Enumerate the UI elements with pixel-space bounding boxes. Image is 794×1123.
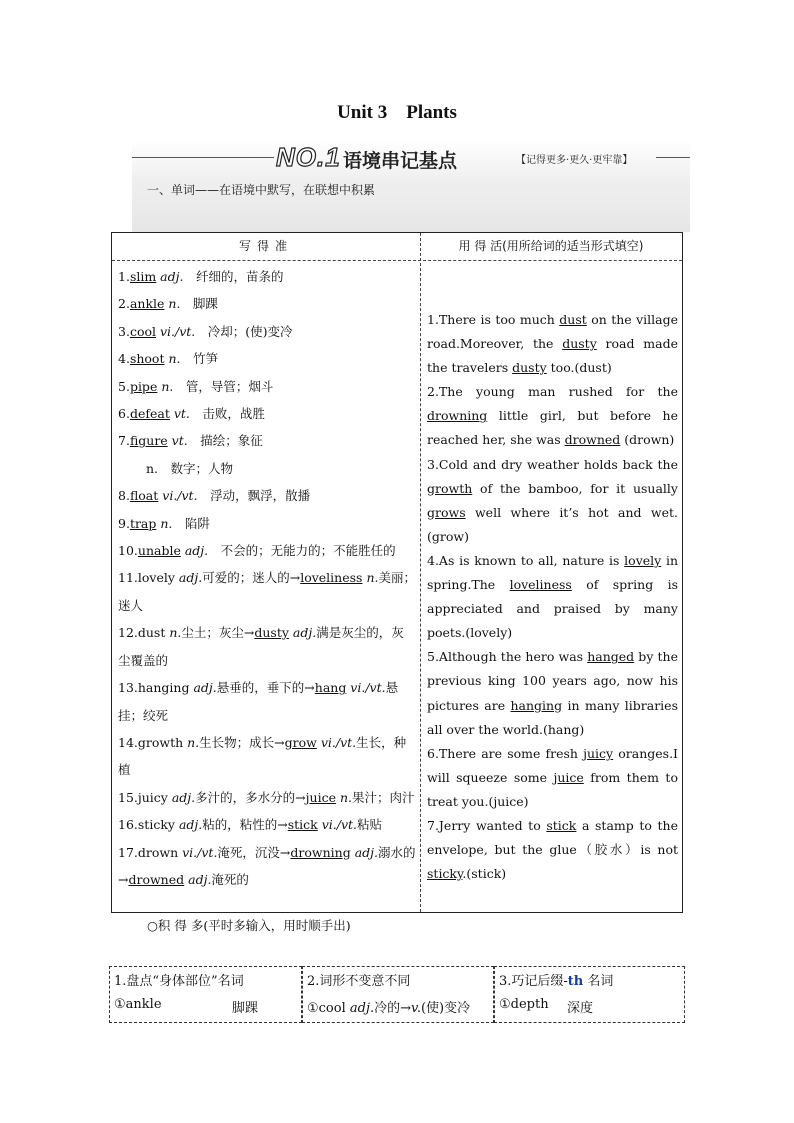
part-of-speech: n. — [362, 570, 379, 586]
tip-boxes — [109, 966, 685, 1023]
definition: 果汁；肉汁 — [351, 789, 415, 805]
tip-box-same-form — [302, 966, 494, 1023]
row-number: 2. — [118, 296, 130, 312]
tip-box-title: 2.词形不变意不同 — [307, 974, 411, 989]
exercise-text: 2.The young man rushed for the — [427, 384, 678, 400]
exercise-list — [427, 308, 678, 886]
exercise-text: .(stick) — [462, 866, 507, 882]
accumulate-note: ○积 得 多(平时多输入，用时顺手出) — [147, 918, 351, 933]
row-number: 9. — [118, 515, 130, 531]
definition: 美丽；迷人 — [118, 570, 416, 613]
exercise-text: oranges.I will squeeze some — [427, 745, 678, 785]
vocab-word: drowned — [128, 871, 185, 887]
part-of-speech: vi./vt. — [346, 680, 386, 696]
definition: 满是灰尘的，灰尘覆盖的 — [118, 625, 404, 668]
vocab-word: hang — [314, 680, 347, 696]
page-title: Unit 3 Plants — [337, 102, 457, 123]
exercise-item — [427, 453, 678, 549]
tip-box-body-parts — [109, 966, 302, 1023]
tip-word-meaning: 冷的→ — [374, 1001, 412, 1016]
definition: 纤细的，苗条的 — [183, 269, 284, 284]
answer-blank: sticky — [427, 866, 463, 882]
section-note: 【记得更多·更久·更牢靠】 — [516, 155, 633, 166]
part-of-speech: vi./vt. — [316, 734, 357, 750]
word-row — [118, 345, 416, 372]
word-family-row — [118, 811, 416, 838]
answer-blank: dust — [559, 312, 587, 327]
answer-blank: lovely — [624, 552, 662, 568]
vocab-word: grow — [284, 734, 317, 750]
exercise-text: 4.As is known to all, nature is — [427, 552, 625, 568]
exercise-text: in many libraries all over the world.(hang) — [427, 697, 678, 737]
definition: 淹死，沉没→ — [217, 844, 291, 860]
definition: 生长，种植 — [118, 734, 407, 778]
base-word: 15.juicy — [118, 789, 172, 805]
exercise-item — [427, 645, 678, 741]
exercise-text: of the bamboo, for it usually — [472, 480, 678, 496]
answer-blank: stick — [546, 817, 577, 833]
base-word: 12.dust — [118, 625, 170, 641]
definition: 粘的，粘性的→ — [202, 817, 288, 833]
part-of-speech: v. — [411, 1001, 421, 1016]
definition: 粘贴 — [357, 817, 383, 833]
tip-box-title: 1.盘点“身体部位”名词 — [114, 974, 244, 989]
definition: 浮动，飘浮，散播 — [197, 488, 311, 504]
part-of-speech: vt. — [169, 406, 190, 422]
exercise-item — [427, 380, 678, 452]
answer-blank: grows — [427, 504, 466, 520]
exercise-text: by the previous king 100 years ago, now his pictures are — [427, 649, 678, 713]
part-of-speech: adj. — [171, 789, 196, 805]
tip-box-suffix-th — [494, 966, 685, 1023]
vocab-word: pipe — [129, 378, 158, 394]
exercise-text: 6.There are some fresh — [427, 745, 584, 761]
answer-blank: drowning — [427, 408, 488, 424]
vocab-word: dusty — [254, 625, 289, 641]
tip-title-part: 名词 — [583, 974, 614, 989]
word-row — [118, 318, 416, 345]
tip-word: ①depth — [499, 997, 549, 1012]
part-of-speech: n. — [157, 378, 174, 394]
part-of-speech: adj. — [350, 844, 378, 860]
row-number: 8. — [118, 488, 130, 504]
definition: 脚踝 — [180, 296, 218, 312]
word-row — [118, 427, 416, 454]
tip-word-meaning: 脚踝 — [232, 1001, 259, 1016]
definition: 淹死的 — [211, 871, 249, 887]
exercise-text: 1.There is too much — [427, 312, 560, 327]
left-header: 写得准 — [238, 239, 293, 253]
vocab-word: stick — [287, 817, 318, 833]
vocab-word: trap — [129, 515, 157, 531]
right-header: 用 得 活(用所给词的适当形式填空) — [458, 239, 644, 253]
section-subtitle: 一、单词——在语境中默写，在联想中积累 — [147, 183, 376, 197]
part-of-speech: vi./vt. — [182, 844, 218, 860]
definition: 描绘；象征 — [187, 433, 263, 449]
banner-rule-left — [132, 157, 274, 158]
suffix-highlight: th — [567, 974, 584, 989]
part-of-speech: adj. — [156, 269, 184, 284]
part-of-speech: adj. — [178, 817, 203, 833]
part-of-speech: adj. — [349, 1001, 375, 1016]
exercise-text: (drown) — [620, 432, 675, 448]
word-family-row — [118, 619, 416, 674]
vocab-word: cool — [129, 323, 156, 339]
word-row — [118, 290, 416, 317]
exercise-text: well where it’s hot and wet.(grow) — [427, 504, 678, 544]
word-row — [118, 482, 416, 509]
word-family-row — [118, 784, 416, 811]
answer-blank: dusty — [562, 336, 597, 352]
exercise-text: in spring.The — [427, 552, 679, 593]
exercise-item — [427, 742, 678, 814]
row-number: 10. — [118, 543, 138, 559]
column-divider — [420, 233, 421, 912]
vocab-word: loveliness — [300, 570, 363, 586]
exercise-text: 3.Cold and dry weather holds back the — [427, 456, 678, 472]
exercise-text: a stamp to the envelope, but the glue（胶水）is not — [427, 817, 678, 858]
part-of-speech: adj. — [178, 570, 203, 586]
row-number: 1. — [118, 269, 130, 284]
vocab-table — [111, 232, 683, 913]
definition: 尘土；灰尘→ — [181, 625, 255, 641]
definition: 生长物；成长→ — [199, 734, 285, 750]
vocab-word: unable — [137, 543, 181, 559]
word-row — [118, 537, 416, 564]
tip-title-part: 3.巧记后缀- — [499, 974, 568, 989]
vocab-word: slim — [129, 269, 157, 284]
word-family-row — [118, 729, 416, 784]
part-of-speech: n. — [164, 296, 181, 312]
definition: 可爱的；迷人的→ — [202, 570, 301, 586]
vocab-word: figure — [129, 433, 168, 449]
exercise-text: on the village road.Moreover, the — [427, 312, 679, 352]
part-of-speech: n. — [164, 351, 181, 367]
word-family-row — [118, 674, 416, 729]
answer-blank: hanging — [510, 697, 563, 713]
definition: 溺水的→ — [118, 844, 416, 887]
answer-blank: drowned — [564, 432, 621, 448]
base-word: 16.sticky — [118, 817, 179, 833]
part-of-speech: adj. — [184, 871, 212, 887]
definition: 不会的；无能力的；不能胜任的 — [208, 543, 396, 559]
row-number: 5. — [118, 378, 130, 394]
answer-blank: dusty — [512, 360, 547, 376]
section-number: NO.1 — [276, 142, 341, 172]
part-of-speech: vi./vt. — [317, 817, 358, 833]
word-family-row — [118, 839, 416, 894]
exercise-text: too.(dust) — [546, 360, 612, 376]
tip-box-title — [499, 970, 613, 989]
base-word: 11.lovely — [118, 570, 179, 586]
answer-blank: juicy — [583, 745, 614, 761]
exercise-text: of spring is appreciated and praised by many poets.(lovely) — [427, 577, 678, 641]
word-list — [118, 263, 416, 893]
exercise-item — [427, 308, 678, 380]
definition: 冷却；(使)变冷 — [195, 323, 293, 339]
exercise-item — [427, 814, 678, 886]
definition: 竹笋 — [180, 351, 218, 367]
row-number: 3. — [118, 323, 130, 339]
definition: 击败，战胜 — [189, 406, 265, 422]
row-number: 7. — [118, 433, 130, 449]
part-of-speech: adj. — [193, 680, 217, 696]
word-row — [118, 263, 416, 290]
base-word: 14.growth — [118, 734, 188, 750]
definition: 悬挂；绞死 — [118, 680, 399, 723]
header-divider — [112, 260, 682, 261]
word-row-continued: n. 数字；人物 — [146, 460, 234, 476]
part-of-speech: adj. — [288, 625, 317, 641]
tip-word-meaning: (使)变冷 — [420, 1001, 471, 1016]
base-word: 13.hanging — [118, 680, 194, 696]
banner-rule-right — [656, 157, 690, 158]
vocab-word: defeat — [129, 406, 170, 422]
part-of-speech: vi./vt. — [156, 323, 196, 339]
vocab-word: shoot — [129, 351, 165, 367]
exercise-text: road made the travelers — [427, 336, 678, 376]
base-word: 17.drown — [118, 844, 183, 860]
definition: 管，导管；烟斗 — [173, 378, 274, 394]
vocab-word: juice — [305, 789, 336, 805]
part-of-speech: n. — [335, 789, 352, 805]
definition: 陷阱 — [172, 515, 210, 531]
answer-blank: loveliness — [509, 577, 572, 593]
part-of-speech: n. — [187, 734, 200, 750]
answer-blank: juice — [553, 769, 584, 785]
row-number: 4. — [118, 351, 130, 367]
tip-word-meaning: 深度 — [567, 1001, 594, 1016]
vocab-word: drowning — [290, 844, 351, 860]
part-of-speech: vt. — [167, 433, 188, 449]
exercise-text: 5.Although the hero was — [427, 649, 588, 665]
tip-word-line — [307, 997, 470, 1016]
word-row — [118, 373, 416, 400]
word-family-row — [118, 564, 416, 619]
part-of-speech: n. — [156, 515, 173, 531]
part-of-speech: adj. — [180, 543, 209, 559]
tip-word: ①ankle — [114, 997, 162, 1012]
row-number: 6. — [118, 406, 130, 422]
answer-blank: hanged — [587, 649, 635, 665]
exercise-text: 7.Jerry wanted to — [427, 817, 547, 833]
section-title: 语境串记基点 — [343, 150, 458, 172]
vocab-word: ankle — [129, 296, 165, 312]
vocab-word: float — [129, 488, 159, 504]
word-row — [118, 400, 416, 427]
definition: 多汁的，多水分的→ — [195, 789, 306, 805]
part-of-speech: n. — [169, 625, 182, 641]
answer-blank: growth — [427, 480, 473, 496]
word-row — [118, 510, 416, 537]
exercise-item — [427, 549, 678, 645]
exercise-text: little girl, but before he reached her, she was — [427, 408, 678, 448]
part-of-speech: vi./vt. — [158, 488, 198, 504]
tip-word: ①cool — [307, 1001, 350, 1016]
definition: 悬垂的，垂下的→ — [216, 680, 315, 696]
exercise-text: from them to treat you.(juice) — [427, 769, 678, 809]
